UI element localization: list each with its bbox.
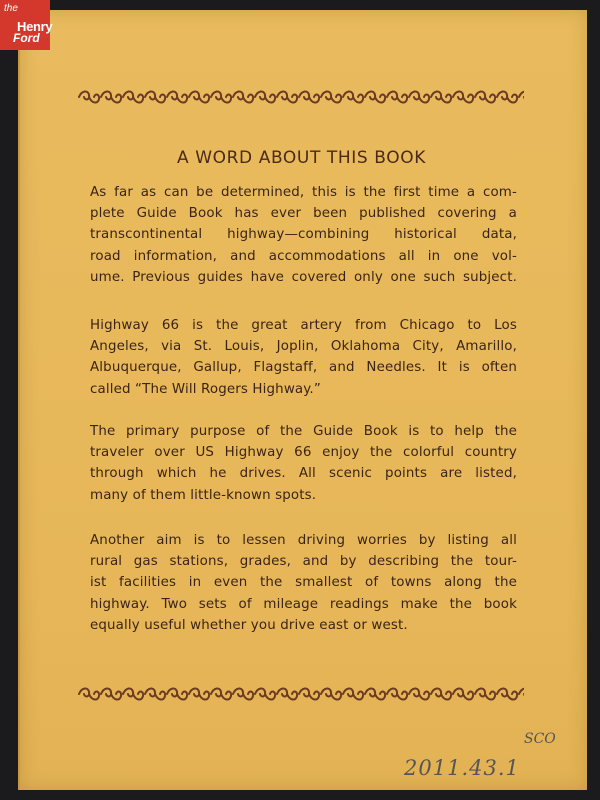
- ornament-scroll-motif: [123, 688, 143, 699]
- ornament-scroll-motif: [167, 91, 187, 102]
- top-ornament-border: [78, 89, 524, 105]
- paragraph-line: Angeles, via St. Louis, Joplin, Oklahoma City, Amarillo,: [90, 339, 517, 355]
- ornament-scroll-motif: [299, 91, 319, 102]
- ornament-scroll-motif: [299, 688, 319, 699]
- ornament-scroll-motif: [211, 688, 231, 699]
- page-title: A WORD ABOUT THIS BOOK: [177, 148, 426, 168]
- paragraph-line: ist facilities in even the smallest of towns along the: [90, 575, 517, 591]
- ornament-scroll-motif: [123, 91, 143, 102]
- ornament-scroll-motif: [321, 688, 341, 699]
- paragraph-line: road information, and accommodations all in one vol-: [90, 248, 517, 264]
- ornament-scroll-motif: [387, 688, 407, 699]
- ornament-scroll-motif: [79, 688, 99, 699]
- ornament-scroll-motif: [453, 688, 473, 699]
- ornament-scroll-motif: [431, 688, 451, 699]
- paragraph-2: [90, 315, 517, 400]
- henry-ford-logo[interactable]: [0, 0, 53, 50]
- ornament-scroll-motif: [453, 91, 473, 102]
- book-back-cover: [18, 10, 587, 790]
- ornament-scroll-motif: [475, 91, 495, 102]
- ornament-scroll-motif: [167, 688, 187, 699]
- ornament-scroll-motif: [409, 688, 429, 699]
- paragraph-4: [90, 530, 517, 636]
- ornament-scroll-motif: [101, 91, 121, 102]
- paragraph-line: equally useful whether you drive east or west.: [90, 617, 408, 633]
- handwritten-note: SCO: [524, 731, 556, 747]
- ornament-scroll-motif: [475, 688, 495, 699]
- ornament-scroll-motif: [387, 91, 407, 102]
- paragraph-line: Highway 66 is the great artery from Chicago to Los: [90, 318, 517, 333]
- paragraph-3: [90, 421, 517, 506]
- logo-the: the: [4, 3, 18, 14]
- paragraph-line: plete Guide Book has ever been published covering a: [90, 206, 517, 222]
- paragraph-line: traveler over US Highway 66 enjoy the colorful country: [90, 445, 517, 461]
- paragraph-1: [90, 182, 517, 288]
- ornament-scroll-motif: [497, 688, 517, 699]
- paragraph-line: As far as can be determined, this is the first time a com-: [90, 185, 517, 200]
- ornament-scroll-motif: [321, 91, 341, 102]
- logo-ford: Ford: [13, 31, 40, 45]
- ornament-scroll-motif: [145, 688, 165, 699]
- paragraph-line: called “The Will Rogers Highway.”: [90, 381, 321, 397]
- handwritten-accession-number: 2011.43.1: [404, 756, 520, 780]
- paragraph-line: through which he drives. All scenic points are listed,: [90, 466, 517, 482]
- ornament-scroll-motif: [277, 91, 297, 102]
- paragraph-line: transcontinental highway—combining historical data,: [90, 227, 517, 243]
- ornament-scroll-motif: [343, 688, 363, 699]
- paragraph-line: The primary purpose of the Guide Book is to help the: [90, 424, 517, 439]
- ornament-scroll-motif: [519, 91, 524, 102]
- ornament-scroll-motif: [365, 688, 385, 699]
- ornament-scroll-motif: [277, 688, 297, 699]
- ornament-scroll-motif: [343, 91, 363, 102]
- paragraph-line: ume. Previous guides have covered only one such subject.: [90, 269, 517, 285]
- bottom-ornament-border: [78, 686, 524, 702]
- ornament-scroll-motif: [145, 91, 165, 102]
- paragraph-line: many of them little-known spots.: [90, 487, 317, 503]
- ornament-scroll-motif: [409, 91, 429, 102]
- ornament-scroll-motif: [255, 91, 275, 102]
- ornament-scroll-motif: [101, 688, 121, 699]
- ornament-scroll-motif: [233, 688, 253, 699]
- ornament-scroll-motif: [365, 91, 385, 102]
- paragraph-line: Another aim is to lessen driving worries by listing all: [90, 533, 517, 548]
- paragraph-line: Albuquerque, Gallup, Flagstaff, and Needles. It is often: [90, 360, 517, 376]
- ornament-scroll-motif: [255, 688, 275, 699]
- ornament-scroll-motif: [189, 688, 209, 699]
- logo-henry: Henry: [17, 19, 53, 34]
- ornament-scroll-motif: [233, 91, 253, 102]
- paragraph-line: highway. Two sets of mileage readings make the book: [90, 596, 517, 612]
- ornament-scroll-motif: [189, 91, 209, 102]
- ornament-scroll-motif: [519, 688, 524, 699]
- ornament-scroll-motif: [431, 91, 451, 102]
- paragraph-line: rural gas stations, grades, and by describing the tour-: [90, 554, 517, 570]
- ornament-scroll-motif: [211, 91, 231, 102]
- ornament-scroll-motif: [497, 91, 517, 102]
- ornament-scroll-motif: [79, 91, 99, 102]
